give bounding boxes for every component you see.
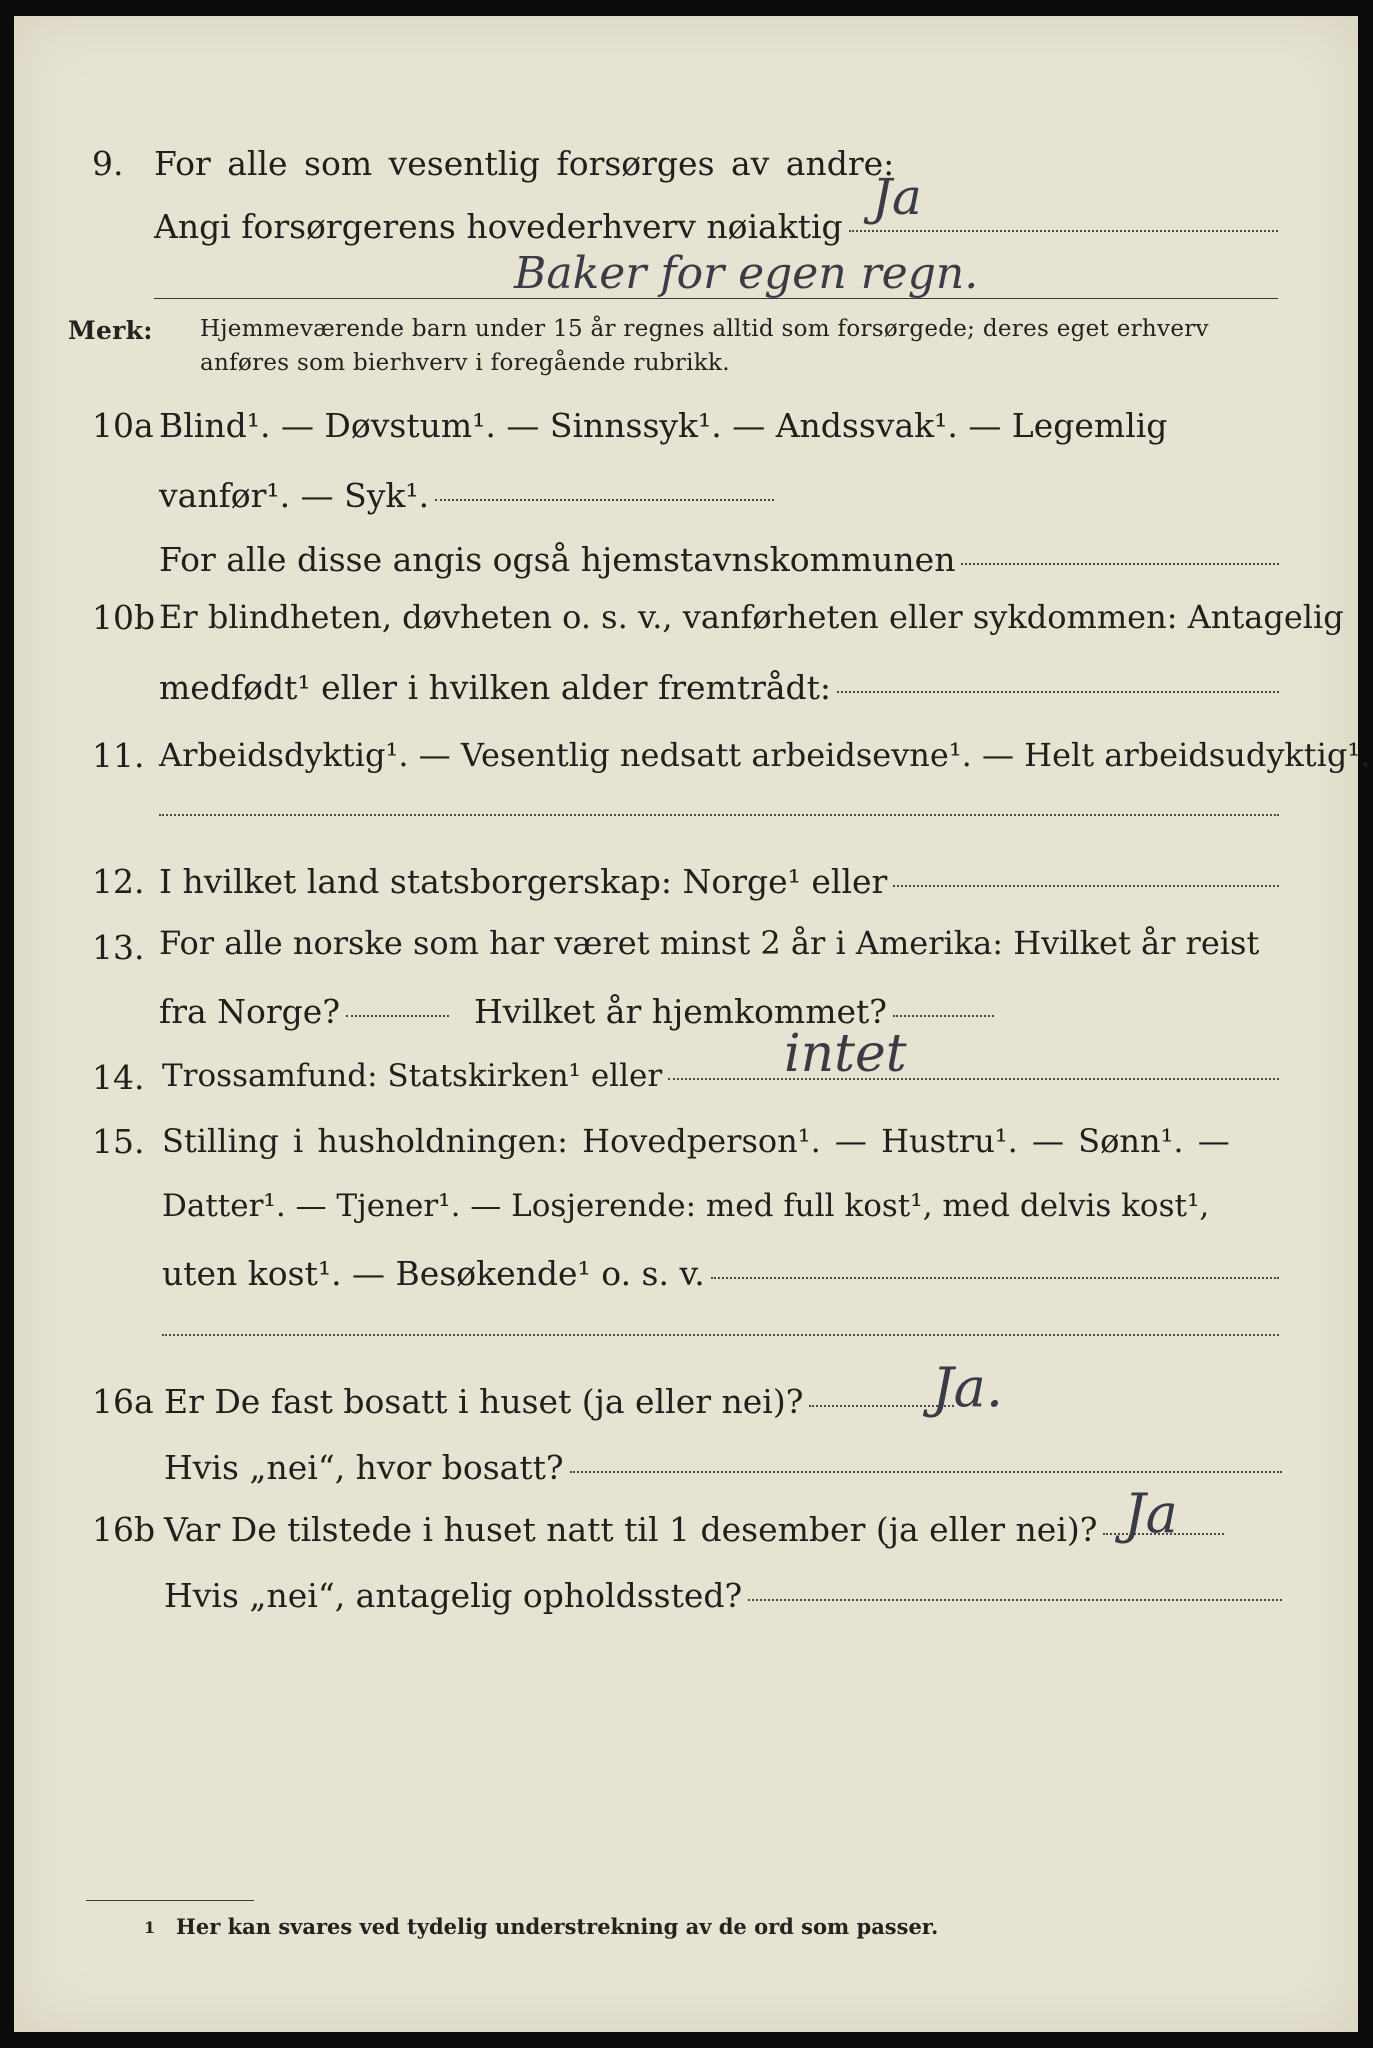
item-12-fill bbox=[893, 885, 1279, 887]
item-13-label-3: Hvilket år hjemkommet? bbox=[474, 992, 887, 1031]
merk-line-1: Hjemmeværende barn under 15 år regnes alltid som forsørgede; deres eget erhverv bbox=[200, 316, 1209, 342]
item-9-line-2 bbox=[154, 207, 1278, 246]
item-11-answer-line bbox=[159, 814, 1279, 816]
item-14-fill bbox=[668, 1078, 1279, 1080]
item-13-fill-2 bbox=[346, 1015, 449, 1017]
item-9-fill-line bbox=[849, 230, 1278, 232]
handwritten-answer-16a: Ja. bbox=[932, 1356, 1004, 1419]
item-15-line-3 bbox=[162, 1254, 1279, 1293]
item-10b-line-1: Er blindheten, døvheten o. s. v., vanførheten eller sykdommen: Antagelig bbox=[159, 598, 1344, 636]
item-16b-label-1: Var De tilstede i huset natt til 1 desember (ja eller nei)? bbox=[164, 1510, 1098, 1549]
item-15-number: 15. bbox=[92, 1122, 145, 1161]
item-12-number: 12. bbox=[92, 862, 145, 901]
footnote-marker: 1 bbox=[144, 1918, 156, 1937]
item-10a-line-3 bbox=[159, 540, 1279, 579]
item-16a-number: 16a bbox=[92, 1382, 154, 1421]
item-10a-fill-2 bbox=[435, 499, 774, 501]
item-9-answer-line bbox=[154, 298, 1278, 299]
item-13-label-2: fra Norge? bbox=[159, 992, 341, 1031]
item-13-fill-3 bbox=[893, 1015, 994, 1017]
handwritten-answer-16b: Ja bbox=[1124, 1482, 1178, 1545]
item-16b-label-2: Hvis „nei“, antagelig opholdssted? bbox=[164, 1576, 743, 1615]
item-14-number: 14. bbox=[92, 1058, 145, 1097]
item-16a-label-2: Hvis „nei“, hvor bosatt? bbox=[164, 1448, 564, 1487]
item-15-answer-line bbox=[162, 1334, 1279, 1336]
item-15-label-3: uten kost¹. — Besøkende¹ o. s. v. bbox=[162, 1254, 705, 1293]
item-12-line-1 bbox=[159, 862, 1279, 901]
item-14-line-1 bbox=[162, 1058, 1279, 1094]
item-13-line-2 bbox=[159, 992, 449, 1031]
item-16b-fill-2 bbox=[748, 1599, 1282, 1601]
item-10a-line-2 bbox=[159, 476, 774, 515]
item-12-label: I hvilket land statsborgerskap: Norge¹ eller bbox=[159, 862, 888, 901]
item-9-line-1: For alle som vesentlig forsørges av andre: bbox=[154, 144, 895, 183]
item-11-number: 11. bbox=[92, 736, 145, 775]
item-13-number: 13. bbox=[92, 928, 145, 967]
item-9-label: Angi forsørgerens hovederhverv nøiaktig bbox=[154, 207, 843, 246]
item-16b-line-2 bbox=[164, 1576, 1282, 1615]
census-form-page bbox=[14, 16, 1371, 2032]
item-13-line-1: For alle norske som har været minst 2 år i Amerika: Hvilket år reist bbox=[159, 924, 1260, 962]
item-16a-line-2 bbox=[164, 1448, 1282, 1487]
footnote-text: Her kan svares ved tydelig understrekning av de ord som passer. bbox=[176, 1914, 939, 1939]
item-10a-label-3: For alle disse angis også hjemstavnskommunen bbox=[159, 540, 956, 579]
item-16a-line-1 bbox=[164, 1382, 954, 1421]
item-15-line-2: Datter¹. — Tjener¹. — Losjerende: med full kost¹, med delvis kost¹, bbox=[162, 1188, 1210, 1224]
item-10b-label-2: medfødt¹ eller i hvilken alder fremtrådt: bbox=[159, 668, 832, 707]
handwritten-answer-14: intet bbox=[784, 1024, 907, 1084]
item-13-line-3 bbox=[474, 992, 994, 1031]
handwritten-answer-9: Ja bbox=[872, 168, 922, 226]
merk-line-2: anføres som bierhverv i foregående rubrikk. bbox=[200, 350, 730, 376]
item-10b-fill-2 bbox=[837, 691, 1279, 693]
item-16b-line-1 bbox=[164, 1510, 1224, 1549]
item-10a-line-1: Blind¹. — Døvstum¹. — Sinnssyk¹. — Andssvak¹. — Legemlig bbox=[159, 406, 1168, 445]
item-16a-fill-2 bbox=[570, 1471, 1282, 1473]
item-10a-number: 10a bbox=[92, 406, 154, 445]
item-14-label: Trossamfund: Statskirken¹ eller bbox=[162, 1058, 663, 1094]
item-10a-fill-3 bbox=[961, 563, 1279, 565]
item-15-line-1: Stilling i husholdningen: Hovedperson¹. — Hustru¹. — Sønn¹. — bbox=[162, 1122, 1230, 1160]
item-10b-number: 10b bbox=[92, 598, 156, 637]
item-10b-line-2 bbox=[159, 668, 1279, 707]
footnote-rule bbox=[86, 1900, 254, 1901]
item-11-line-1: Arbeidsdyktig¹. — Vesentlig nedsatt arbeidsevne¹. — Helt arbeidsudyktig¹. bbox=[159, 736, 1371, 774]
item-16a-label-1: Er De fast bosatt i huset (ja eller nei)? bbox=[164, 1382, 804, 1421]
item-10a-label-2: vanfør¹. — Syk¹. bbox=[159, 476, 430, 515]
item-15-fill-3 bbox=[711, 1277, 1279, 1279]
item-9-number: 9. bbox=[92, 144, 124, 183]
item-16b-number: 16b bbox=[92, 1510, 156, 1549]
handwritten-occupation-9: Baker for egen regn. bbox=[514, 248, 979, 299]
merk-label: Merk: bbox=[68, 316, 153, 345]
